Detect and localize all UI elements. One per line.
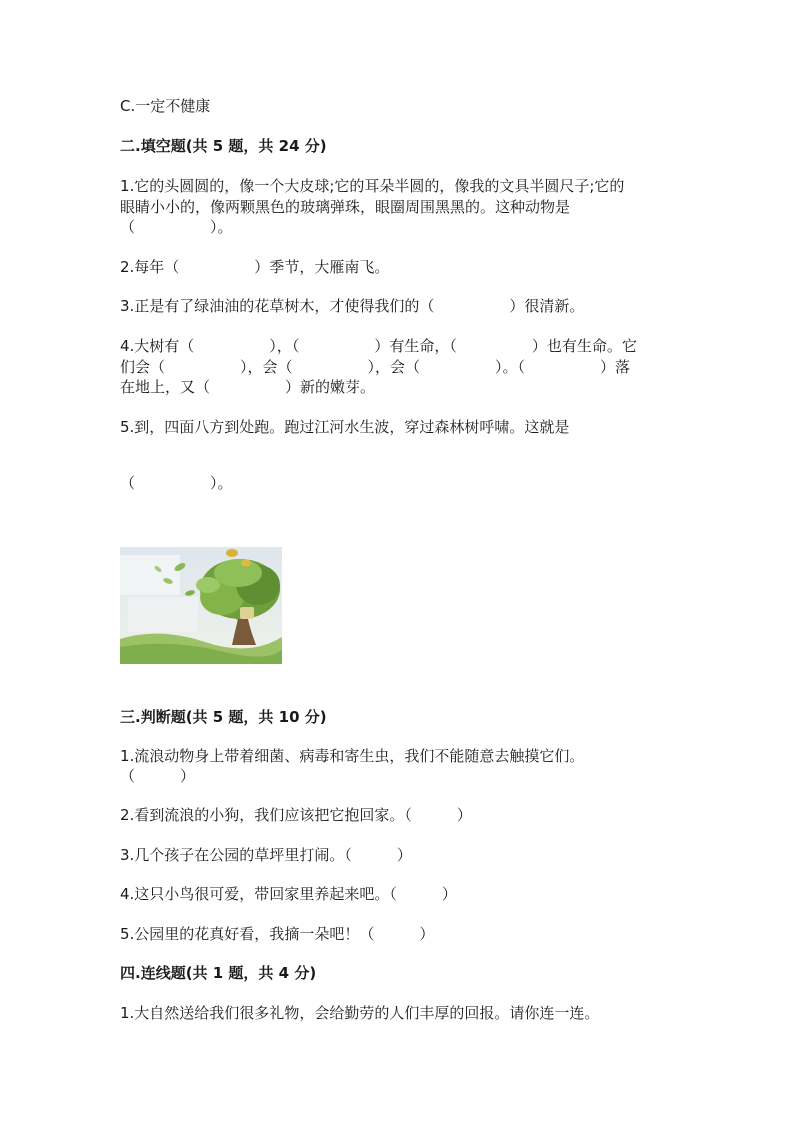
fill-q4-line1: 4.大树有（ ），（ ）有生命，（ ）也有生命。它 xyxy=(120,337,637,355)
fill-q1-line1: 1.它的头圆圆的，像一个大皮球;它的耳朵半圆的，像我的文具半圆尺子;它的 xyxy=(120,177,625,195)
fill-q1-line3: （ ）。 xyxy=(120,218,233,236)
judge-q1-line2: （ ） xyxy=(120,767,196,785)
section4-heading: 四.连线题(共 1 题，共 4 分) xyxy=(120,964,317,982)
judge-q2: 2.看到流浪的小狗，我们应该把它抱回家。（ ） xyxy=(120,806,472,824)
judge-q3: 3.几个孩子在公园的草坪里打闹。（ ） xyxy=(120,846,412,864)
match-q1: 1.大自然送给我们很多礼物，会给勤劳的人们丰厚的回报。请你连一连。 xyxy=(120,1004,600,1022)
fill-q5-line2: （ ）。 xyxy=(120,474,233,492)
fill-q1-line2: 眼睛小小的，像两颗黑色的玻璃弹珠，眼圈周围黑黑的。这种动物是 xyxy=(120,198,571,216)
fill-q4-line2: 们会（ ），会（ ），会（ ）。（ ）落 xyxy=(120,358,631,376)
fill-q4-line3: 在地上，又（ ）新的嫩芽。 xyxy=(120,378,376,396)
judge-q4: 4.这只小鸟很可爱，带回家里养起来吧。（ ） xyxy=(120,885,457,903)
section2-heading: 二.填空题(共 5 题，共 24 分) xyxy=(120,137,327,155)
section3-heading: 三.判断题(共 5 题，共 10 分) xyxy=(120,708,327,726)
fill-q3: 3.正是有了绿油油的花草树木，才使得我们的（ ）很清新。 xyxy=(120,297,585,315)
judge-q1-line1: 1.流浪动物身上带着细菌、病毒和寄生虫，我们不能随意去触摸它们。 xyxy=(120,747,585,765)
fill-q5-line1: 5.到，四面八方到处跑。跑过江河水生波，穿过森林树呼啸。这就是 xyxy=(120,418,570,436)
fill-q2: 2.每年（ ）季节，大雁南飞。 xyxy=(120,258,390,276)
option-c: C.一定不健康 xyxy=(120,97,211,115)
judge-q5: 5.公园里的花真好看，我摘一朵吧！（ ） xyxy=(120,925,435,943)
tree-illustration xyxy=(120,547,282,664)
